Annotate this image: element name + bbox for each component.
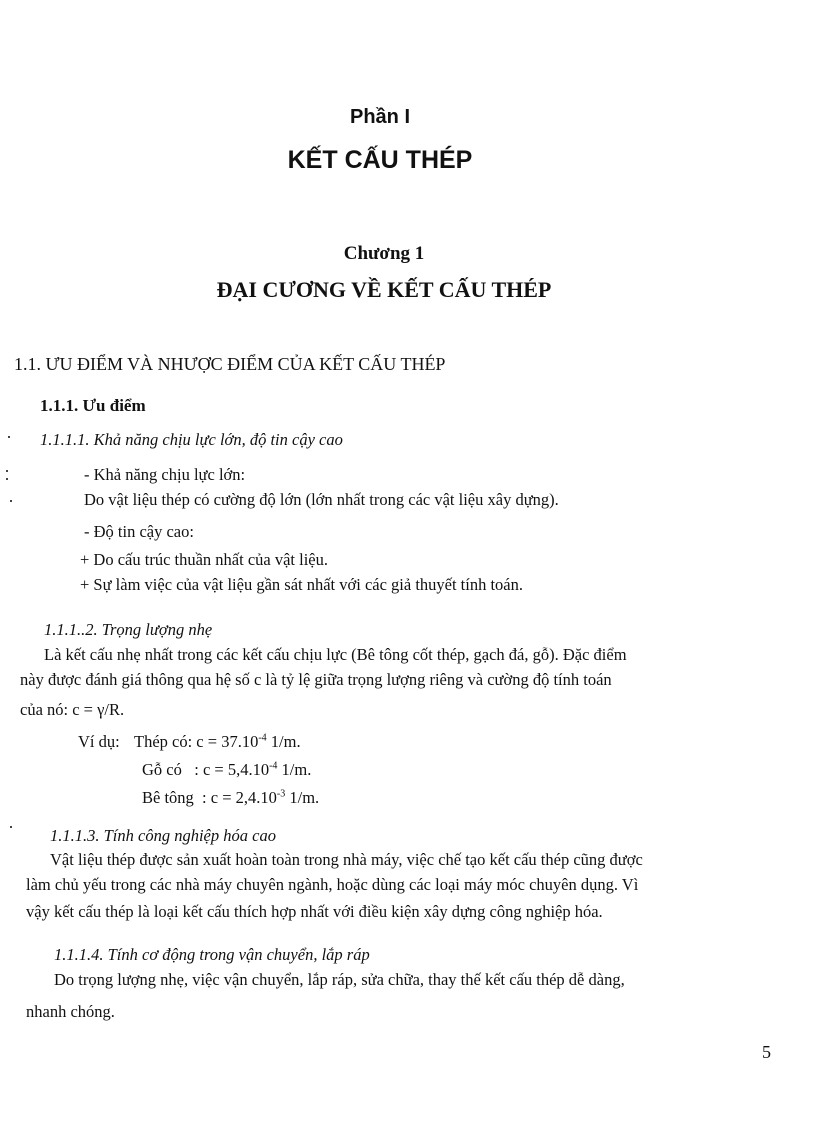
item1-line2: Do vật liệu thép có cường độ lớn (lớn nhất trong các vật liệu xây dựng). xyxy=(84,490,559,509)
item1-line5: + Sự làm việc của vật liệu gần sát nhất với các giả thuyết tính toán. xyxy=(80,575,524,594)
example-concrete-unit: 1/m. xyxy=(285,788,320,807)
chapter-label: Chương 1 xyxy=(343,243,425,264)
scan-speck xyxy=(6,478,8,480)
example-concrete-exponent: -3 xyxy=(276,788,286,800)
scan-speck xyxy=(8,436,10,438)
part-label: Phần I xyxy=(349,106,410,128)
example-row-steel xyxy=(134,732,301,752)
item1-line4: + Do cấu trúc thuần nhất của vật liệu. xyxy=(80,550,329,569)
item3-para-line3: vậy kết cấu thép là loại kết cấu thích hợp nhất với điều kiện xây dựng công nghiệp hóa. xyxy=(26,902,603,921)
example-wood-text: Gỗ có : c = 5,4.10 xyxy=(142,760,270,779)
item2-heading: 1.1.1..2. Trọng lượng nhẹ xyxy=(44,620,213,639)
scan-speck xyxy=(6,470,8,472)
item3-heading: 1.1.1.3. Tính công nghiệp hóa cao xyxy=(50,826,276,845)
item1-line1: - Khả năng chịu lực lớn: xyxy=(84,465,246,484)
example-row-concrete xyxy=(142,788,319,808)
item2-para-line3: của nó: c = γ/R. xyxy=(20,700,125,719)
page-number: 5 xyxy=(762,1042,771,1062)
example-wood-unit: 1/m. xyxy=(277,760,312,779)
example-label: Ví dụ: xyxy=(78,732,120,751)
scan-speck xyxy=(10,826,12,828)
item3-para-line1: Vật liệu thép được sản xuất hoàn toàn trong nhà máy, việc chế tạo kết cấu thép cũng được xyxy=(50,850,643,869)
item4-para-line2: nhanh chóng. xyxy=(26,1002,115,1021)
item1-line3: - Độ tin cậy cao: xyxy=(84,522,194,541)
chapter-title: ĐẠI CƯƠNG VỀ KẾT CẤU THÉP xyxy=(216,277,552,302)
item2-para-line1: Là kết cấu nhẹ nhất trong các kết cấu chịu lực (Bê tông cốt thép, gạch đá, gỗ). Đặc điểm xyxy=(44,645,627,664)
subsection-title: 1.1.1. Ưu điểm xyxy=(40,396,146,415)
item2-para-line2: này được đánh giá thông qua hệ số c là tỷ lệ giữa trọng lượng riêng và cường độ tính toán xyxy=(20,670,612,689)
item4-heading: 1.1.1.4. Tính cơ động trong vận chuyển, lắp ráp xyxy=(54,945,370,964)
section-title: 1.1. ƯU ĐIỂM VÀ NHƯỢC ĐIỂM CỦA KẾT CẤU THÉP xyxy=(14,354,446,374)
example-steel-unit: 1/m. xyxy=(266,732,301,751)
example-wood-exponent: -4 xyxy=(269,760,278,772)
item1-heading: 1.1.1.1. Khả năng chịu lực lớn, độ tin cậy cao xyxy=(40,430,343,449)
example-row-wood xyxy=(142,760,311,780)
example-concrete-text: Bê tông : c = 2,4.10 xyxy=(142,788,277,807)
part-title: KẾT CẤU THÉP xyxy=(287,146,473,174)
example-steel-exponent: -4 xyxy=(258,732,267,744)
item4-para-line1: Do trọng lượng nhẹ, việc vận chuyển, lắp ráp, sửa chữa, thay thế kết cấu thép dễ dàng, xyxy=(54,970,625,989)
scan-speck xyxy=(10,500,12,502)
item3-para-line2: làm chủ yếu trong các nhà máy chuyên ngành, hoặc dùng các loại máy móc chuyên dụng. Vì xyxy=(26,875,639,894)
example-steel-text: Thép có: c = 37.10 xyxy=(134,732,259,751)
